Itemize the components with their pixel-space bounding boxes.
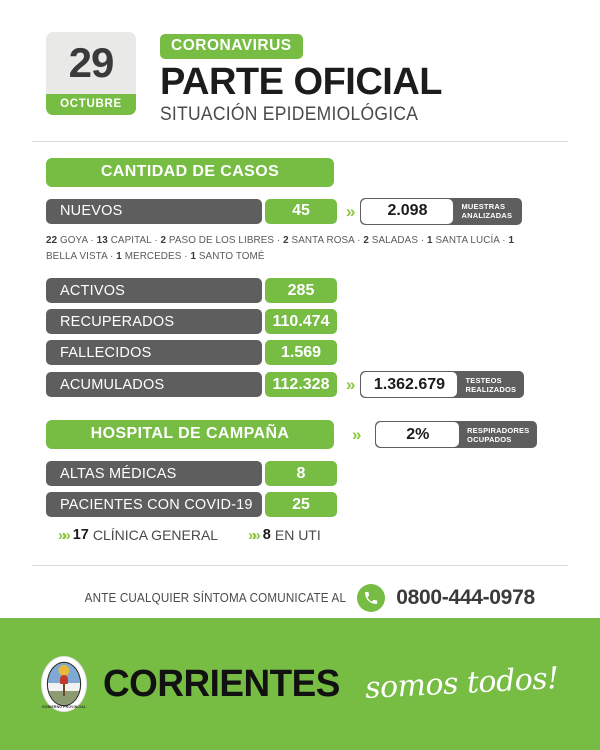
locality-name: SANTO TOMÉ bbox=[196, 249, 265, 262]
main-stats bbox=[46, 278, 600, 398]
breakdown-count: 8 bbox=[262, 527, 271, 544]
breakdown-item bbox=[248, 527, 321, 543]
nuevos-label: NUEVOS bbox=[46, 199, 262, 224]
tests-value: 1.362.679 bbox=[361, 372, 457, 397]
locality-name: CAPITAL · bbox=[107, 233, 161, 246]
brand-name: CORRIENTES bbox=[103, 663, 340, 705]
locality-count: 2 bbox=[363, 233, 369, 246]
locality-name: SALADAS · bbox=[368, 233, 428, 246]
locality-count: 1 bbox=[508, 233, 515, 246]
respirators-label-line2: OCUPADOS bbox=[467, 434, 512, 444]
locality-name: BELLA VISTA · bbox=[46, 249, 117, 262]
samples-value: 2.098 bbox=[361, 199, 453, 224]
samples-label bbox=[454, 198, 520, 225]
locality-count: 1 bbox=[427, 233, 433, 246]
date-month: OCTUBRE bbox=[46, 94, 136, 115]
cases-section bbox=[46, 158, 600, 225]
row-nuevos bbox=[46, 198, 600, 225]
seal-text: GOBIERNO PROVINCIAL bbox=[42, 705, 87, 709]
hospital-breakdown bbox=[58, 527, 600, 543]
hospital-section-title: HOSPITAL DE CAMPAÑA bbox=[46, 420, 334, 449]
locality-name: GOYA · bbox=[57, 233, 97, 246]
locality-count: 13 bbox=[96, 233, 108, 246]
stat-value: 25 bbox=[265, 492, 337, 517]
locality-count: 2 bbox=[160, 233, 167, 246]
samples-label-line1: MUESTRAS bbox=[461, 202, 506, 212]
locality-count: 1 bbox=[190, 249, 197, 262]
stat-label: RECUPERADOS bbox=[46, 309, 262, 334]
locality-name: PASO DE LOS LIBRES · bbox=[166, 233, 284, 246]
breakdown-label: EN UTI bbox=[274, 527, 321, 544]
brand-slogan: somos todos! bbox=[364, 660, 560, 707]
stat-label: ACUMULADOS bbox=[46, 372, 262, 397]
respirators-pill bbox=[375, 421, 537, 448]
locality-name: MERCEDES · bbox=[121, 249, 191, 262]
divider-header bbox=[32, 141, 568, 142]
contact-row bbox=[0, 584, 600, 612]
hospital-stats bbox=[46, 461, 600, 517]
locality-count: 2 bbox=[283, 233, 289, 246]
date-day: 29 bbox=[68, 39, 114, 86]
tests-label-line1: TESTEOS bbox=[465, 375, 502, 385]
phone-icon[interactable] bbox=[357, 584, 385, 612]
stat-label: ALTAS MÉDICAS bbox=[46, 461, 262, 486]
stat-row bbox=[46, 278, 600, 303]
stat-row bbox=[46, 340, 600, 365]
stat-row bbox=[46, 461, 600, 486]
page-title: PARTE OFICIAL bbox=[160, 61, 443, 103]
chevron-triple-icon: »» bbox=[248, 526, 257, 544]
stat-row bbox=[46, 371, 600, 398]
nuevos-value: 45 bbox=[265, 199, 337, 224]
header-titles bbox=[160, 30, 442, 126]
brand-footer bbox=[0, 618, 600, 750]
page-subtitle: SITUACIÓN EPIDEMIOLÓGICA bbox=[160, 103, 419, 125]
stat-label: FALLECIDOS bbox=[46, 340, 262, 365]
stat-value: 112.328 bbox=[265, 372, 337, 397]
tests-label-line2: REALIZADOS bbox=[465, 384, 517, 394]
chevron-triple-icon: »» bbox=[58, 526, 67, 544]
stat-value: 110.474 bbox=[265, 309, 337, 334]
stat-value: 1.569 bbox=[265, 340, 337, 365]
breakdown-label: CLÍNICA GENERAL bbox=[92, 527, 219, 544]
breakdown-count: 17 bbox=[72, 527, 89, 544]
tests-pill bbox=[360, 371, 524, 398]
samples-pill bbox=[360, 198, 522, 225]
contact-text: ANTE CUALQUIER SÍNTOMA COMUNICATE AL bbox=[84, 591, 347, 606]
stat-label: ACTIVOS bbox=[46, 278, 262, 303]
contact-phone[interactable]: 0800-444-0978 bbox=[396, 586, 535, 610]
coronavirus-tag: CORONAVIRUS bbox=[160, 34, 303, 59]
respirators-value: 2% bbox=[376, 422, 459, 447]
stat-value: 285 bbox=[265, 278, 337, 303]
stat-label: PACIENTES CON COVID-19 bbox=[46, 492, 262, 517]
hospital-section bbox=[46, 420, 600, 517]
chevron-double-icon-hospital: » bbox=[352, 425, 359, 445]
cases-section-title: CANTIDAD DE CASOS bbox=[46, 158, 334, 187]
localities-breakdown bbox=[46, 233, 521, 265]
stat-row bbox=[46, 309, 600, 334]
date-badge bbox=[46, 32, 136, 115]
header bbox=[0, 0, 600, 126]
respirators-label-line1: RESPIRADORES bbox=[467, 425, 530, 435]
respirators-label bbox=[460, 421, 537, 448]
samples-label-line2: ANALIZADAS bbox=[461, 211, 513, 221]
corrientes-seal-icon bbox=[41, 656, 87, 712]
locality-name: SANTA ROSA · bbox=[288, 233, 364, 246]
divider-footer bbox=[32, 565, 568, 566]
chevron-double-icon: » bbox=[346, 201, 353, 221]
breakdown-item bbox=[58, 527, 218, 543]
locality-name: SANTA LUCÍA · bbox=[432, 233, 509, 246]
locality-count: 1 bbox=[116, 249, 122, 262]
chevron-double-icon-tests: » bbox=[346, 375, 353, 395]
tests-label bbox=[458, 371, 524, 398]
stat-row bbox=[46, 492, 600, 517]
locality-count: 22 bbox=[46, 233, 58, 246]
stat-value: 8 bbox=[265, 461, 337, 486]
